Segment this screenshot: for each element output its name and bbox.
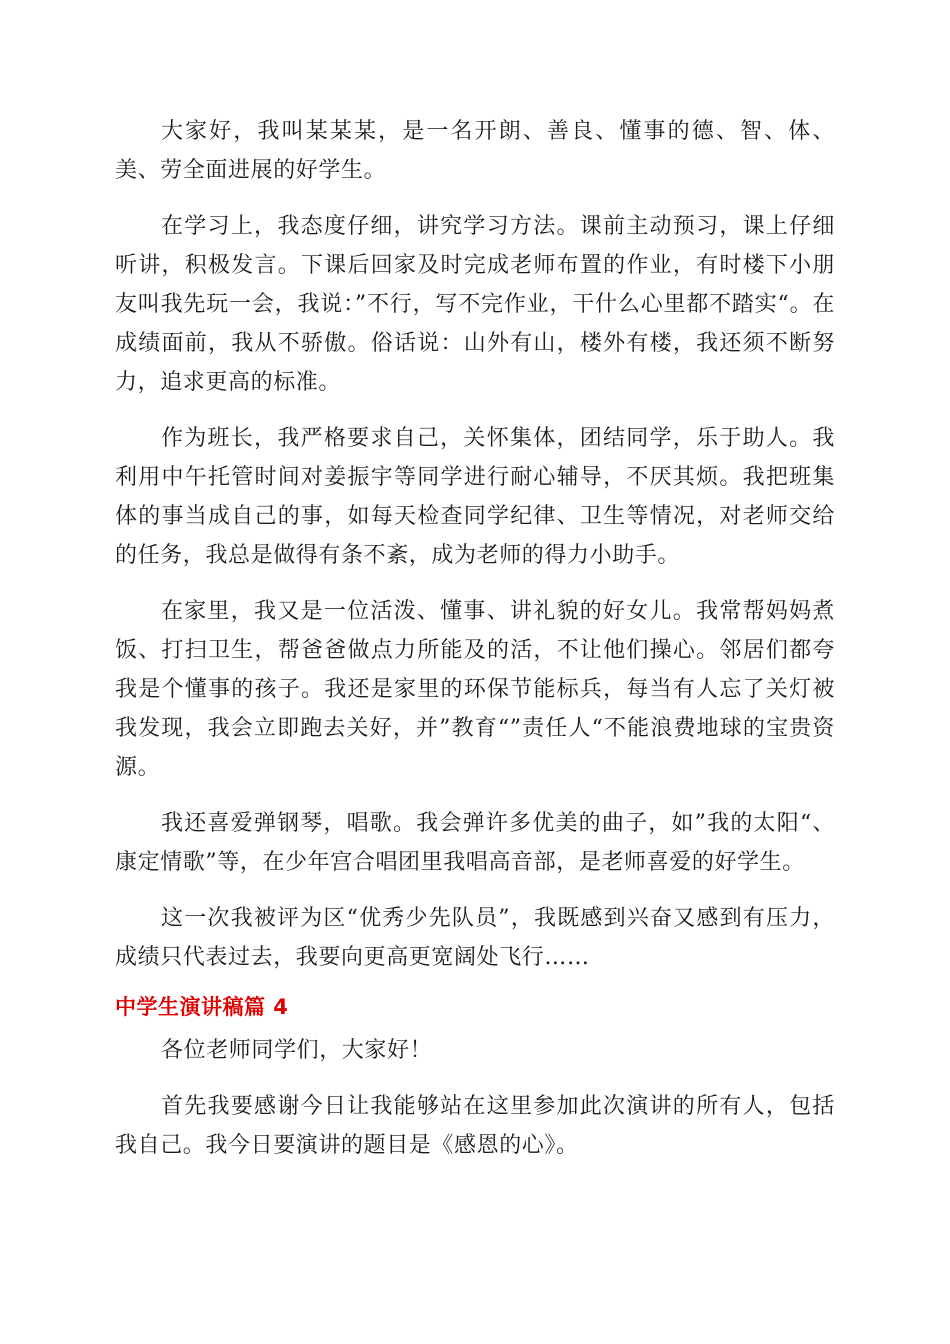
paragraph-hobbies: 我还喜爱弹钢琴，唱歌。我会弹许多优美的曲子，如”我的太阳“、康定情歌”等，在少年宫合唱团里我唱高音部，是老师喜爱的好学生。 xyxy=(115,811,835,875)
paragraph-thanks: 首先我要感谢今日让我能够站在这里参加此次演讲的所有人，包括我自己。我今日要演讲的题目是《感恩的心》。 xyxy=(115,1094,835,1158)
paragraph-study: 在学习上，我态度仔细，讲究学习方法。课前主动预习，课上仔细听讲，积极发言。下课后回家及时完成老师布置的作业，有时楼下小朋友叫我先玩一会，我说：”不行，写不完作业，干什么心里都不踏实“。在成绩面前，我从不骄傲。俗话说：山外有山，楼外有楼，我还须不断努力，追求更高的标准。 xyxy=(115,214,835,395)
paragraph-greeting: 各位老师同学们，大家好！ xyxy=(161,1038,433,1063)
paragraph-home: 在家里，我又是一位活泼、懂事、讲礼貌的好女儿。我常帮妈妈煮饭、打扫卫生，帮爸爸做点力所能及的活，不让他们操心。邻居们都夸我是个懂事的孩子。我还是家里的环保节能标兵，每当有人忘了关灯被我发现，我会立即跑去关好，并”教育“”责任人“不能浪费地球的宝贵资源。 xyxy=(115,599,835,780)
section-heading: 中学生演讲稿篇 4 xyxy=(115,995,289,1019)
document-page xyxy=(115,112,835,1165)
paragraph-intro: 大家好，我叫某某某，是一名开朗、善良、懂事的德、智、体、美、劳全面进展的好学生。 xyxy=(115,119,835,183)
paragraph-award: 这一次我被评为区“优秀少先队员”，我既感到兴奋又感到有压力，成绩只代表过去，我要向更高更宽阔处飞行…… xyxy=(115,906,835,970)
paragraph-class-monitor: 作为班长，我严格要求自己，关怀集体，团结同学，乐于助人。我利用中午托管时间对姜振宇等同学进行耐心辅导，不厌其烦。我把班集体的事当成自己的事，如每天检查同学纪律、卫生等情况，对老师交给的任务，我总是做得有条不紊，成为老师的得力小助手。 xyxy=(115,426,835,568)
